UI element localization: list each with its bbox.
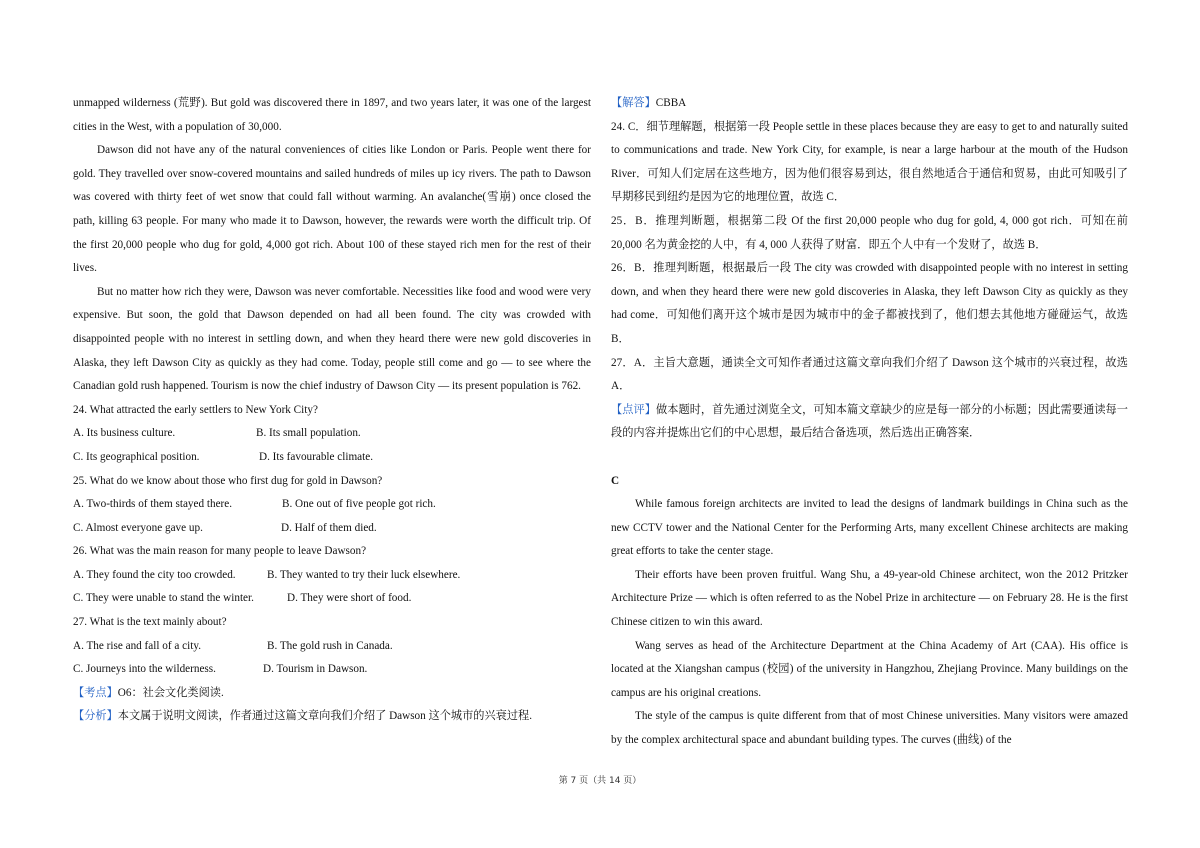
option-24-b: B. Its small population.	[256, 427, 361, 440]
answer-24-explanation: 24. C．细节理解题，根据第一段 People settle in these places because they are easy to get to and naturally suited to communications and trade. New York City, for example, is near a large harbour at the mouth of the Hudson River．可知人们定居在这些地方，因为他们很容易到达，很自然地适合于通信和贸易，由此可知吸引了早期移民到纽约是因为它的地理位置，故选 C．	[611, 120, 1128, 204]
option-27-b: B. The gold rush in Canada.	[267, 639, 393, 652]
section-c-paragraph-1: While famous foreign architects are invited to lead the designs of landmark buildings in China such as the new CCTV tower and the National Center for the Performing Arts, many excellent Chinese architects are making great efforts to take the center stage.	[611, 498, 1128, 558]
option-27-a: A. The rise and fall of a city.	[73, 639, 201, 652]
option-24-c: C. Its geographical position.	[73, 450, 200, 463]
option-26-b: B. They wanted to try their luck elsewhere.	[267, 568, 461, 581]
question-27-options-row-1	[73, 635, 591, 659]
question-26: 26. What was the main reason for many people to leave Dawson?	[73, 545, 367, 558]
option-25-b: B. One out of five people got rich.	[282, 498, 436, 511]
option-26-a: A. They found the city too crowded.	[73, 568, 236, 581]
option-27-c: C. Journeys into the wilderness.	[73, 663, 216, 676]
question-25: 25. What do we know about those who first dug for gold in Dawson?	[73, 474, 383, 487]
dianping-line	[611, 399, 1128, 446]
passage-paragraph-1: unmapped wilderness (荒野). But gold was discovered there in 1897, and two years later, it was one of the largest cities in the West, with a population of 30,000.	[73, 97, 591, 133]
jieda-tag: 【解答】	[611, 97, 656, 109]
section-heading: C	[611, 474, 620, 487]
option-24-a: A. Its business culture.	[73, 427, 176, 440]
option-26-d: D. They were short of food.	[287, 592, 412, 605]
question-27-options-row-2	[73, 658, 591, 682]
dianping-text: 做本题时，首先通过浏览全文，可知本篇文章缺少的应是每一部分的小标题；因此需要通读每一段的内容并提炼出它们的中心思想，最后结合备选项，然后选出正确答案．	[611, 403, 1128, 440]
section-c-paragraph-4: The style of the campus is quite different from that of most Chinese universities. Many visitors were amazed by the complex architectural space and abundant building types. The curves (曲线) of the	[611, 710, 1128, 747]
option-25-a: A. Two-thirds of them stayed there.	[73, 498, 233, 511]
question-24-options-row-1	[73, 422, 591, 446]
passage-paragraph-3: But no matter how rich they were, Dawson was never comfortable. Necessities like food and wood were very expensive. But soon, the gold that Dawson depended on had all been found. The city was crowded with disappointed people with no interest in settling down, and when they heard there were new gold discoveries in Alaska, they left Dawson City as quickly as they had come. Today, people still come and go — to see where the Canadian gold rush happened. Tourism is now the chief industry of Dawson City — its present population is 762.	[73, 285, 591, 393]
fenxi-line	[73, 705, 591, 729]
left-column	[73, 92, 591, 729]
jieda-line	[611, 92, 1128, 116]
question-26-options-row-2	[73, 587, 591, 611]
page-footer: 第 7 页（共 14 页）	[558, 776, 642, 786]
kaodian-line	[73, 682, 591, 706]
option-25-d: D. Half of them died.	[281, 521, 377, 534]
option-27-d: D. Tourism in Dawson.	[263, 663, 368, 676]
answer-27-explanation: 27．A．主旨大意题，通读全文可知作者通过这篇文章向我们介绍了 Dawson 这个城市的兴衰过程，故选 A．	[611, 356, 1128, 393]
passage-paragraph-2: Dawson did not have any of the natural conveniences of cities like London or Paris. People went there for gold. They travelled over snow-covered mountains and sailed hundreds of miles up icy rivers. The path to Dawson was covered with thirty feet of wet snow that could fall without warming. An avalanche(雪崩) once closed the path, killing 63 people. For many who made it to Dawson, however, the rewards were worth the difficult trip. Of the first 20,000 people who dug for gold, 4,000 got rich. About 100 of these stayed rich men for the rest of their lives.	[73, 144, 591, 275]
spacer	[611, 446, 1128, 470]
answer-26-explanation: 26．B．推理判断题，根据最后一段 The city was crowded with disappointed people with no interest in setting down, and when they heard there were new gold discoveries in Alaska, they left Dawson City as quickly as they had come．可知他们离开这个城市是因为城市中的金子都被找到了，他们想去其他地方碰碰运气，故选 B．	[611, 262, 1128, 345]
kaodian-text: O6：社会文化类阅读.	[117, 686, 224, 699]
fenxi-text: 本文属于说明文阅读，作者通过这篇文章向我们介绍了 Dawson 这个城市的兴衰过程.	[117, 710, 533, 723]
option-24-d: D. Its favourable climate.	[259, 450, 374, 463]
section-c-paragraph-2: Their efforts have been proven fruitful. Wang Shu, a 49-year-old Chinese architect, won the 2012 Pritzker Architecture Prize — which is often referred to as the Nobel Prize in architecture — on February 28. He is the first Chinese citizen to win this award.	[611, 568, 1128, 629]
option-26-c: C. They were unable to stand the winter.	[73, 592, 254, 605]
kaodian-tag: 【考点】	[73, 686, 118, 699]
fenxi-tag: 【分析】	[73, 710, 118, 723]
answer-25-explanation: 25．B．推理判断题，根据第二段 Of the first 20,000 people who dug for gold, 4, 000 got rich．可知在前 20,000 名为黄金挖的人中，有 4, 000 人获得了财富．即五个人中有一个发财了，故选 B．	[611, 214, 1128, 251]
option-25-c: C. Almost everyone gave up.	[73, 521, 203, 534]
dianping-tag: 【点评】	[611, 403, 656, 416]
question-25-options-row-2	[73, 517, 591, 541]
question-25-options-row-1	[73, 493, 591, 517]
question-27: 27. What is the text mainly about?	[73, 616, 227, 629]
question-24-options-row-2	[73, 446, 591, 470]
question-26-options-row-1	[73, 564, 591, 588]
question-24: 24. What attracted the early settlers to New York City?	[73, 403, 318, 416]
right-column	[611, 92, 1128, 753]
section-c-paragraph-3: Wang serves as head of the Architecture Department at the China Academy of Art (CAA). His office is located at the Xiangshan campus (校园) of the university in Hangzhou, Zhejiang Province. Many buildings on the campus are his original creations.	[611, 639, 1128, 699]
jieda-text: CBBA	[655, 97, 687, 109]
